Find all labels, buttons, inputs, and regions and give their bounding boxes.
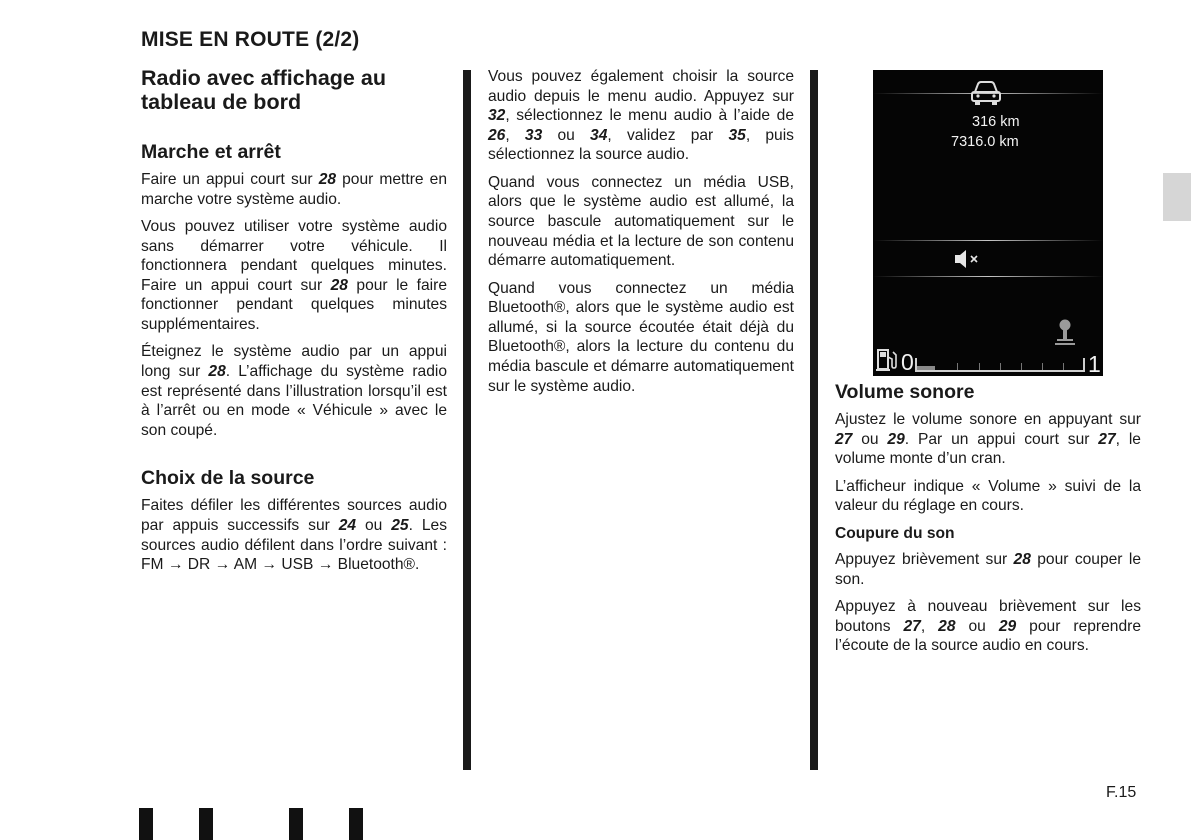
paragraph: Vous pouvez utiliser votre système audio sans démarrer votre véhicule. Il fonctionnera pendant quelques minutes. Faire un appui court sur 28 pour le faire fonctionner pendant quelques minutes supplémentaires. [141, 217, 447, 333]
car-icon [968, 79, 1004, 107]
column-middle [488, 67, 794, 404]
crop-mark [199, 808, 213, 840]
crop-mark [349, 808, 363, 840]
column-divider [810, 70, 818, 770]
control-ref: 27 [1098, 430, 1116, 448]
control-ref: 28 [1013, 551, 1031, 569]
fuel-scale-min: 0 [901, 349, 914, 375]
control-ref: 26 [488, 126, 506, 144]
control-ref: 28 [330, 276, 348, 294]
fuel-scale-max: 1 [1088, 351, 1101, 376]
paragraph: Appuyez à nouveau brièvement sur les boutons 27, 28 ou 29 pour reprendre l’écoute de la source audio en cours. [835, 598, 1141, 655]
control-ref: 25 [391, 516, 409, 534]
subsection-title-volume: Volume sonore [835, 381, 975, 403]
control-ref: 29 [887, 430, 905, 448]
control-ref: 28 [208, 362, 226, 380]
column-right [835, 380, 1141, 664]
fuel-gauge-bar [915, 354, 1087, 376]
control-ref: 27 [903, 617, 921, 635]
control-ref: 35 [728, 126, 746, 144]
paragraph: Faites défiler les différentes sources audio par appuis successifs sur 24 ou 25. Les sources audio défilent dans l’ordre suivant : FM → DR → AM → USB → Bluetooth®. [141, 497, 447, 574]
paragraph: Ajustez le volume sonore en appuyant sur 27 ou 29. Par un appui court sur 27, le volume monte d’un cran. [835, 411, 1141, 468]
trip-distance: 316 km [972, 114, 1020, 130]
page-number: F.15 [1106, 784, 1137, 801]
crop-mark [139, 808, 153, 840]
paragraph: Quand vous connectez un média USB, alors que le système audio est allumé, la source bascule automatiquement sur le nouveau média et la lecture de son contenu démarre automatiquement. [488, 173, 794, 270]
paragraph: Éteignez le système audio par un appui long sur 28. L’affichage du système radio est représenté dans l’illustration lorsqu’il est à l’arrêt ou en mode « Véhicule » avec le son coupé. [141, 343, 448, 439]
gear-shift-icon [1054, 318, 1076, 346]
dashboard-display [873, 70, 1103, 376]
control-ref: 32 [488, 107, 506, 125]
subsection-title-source: Choix de la source [141, 467, 315, 490]
column-divider [463, 70, 471, 770]
control-ref: 27 [835, 430, 853, 448]
display-divider [873, 240, 1103, 241]
control-ref: 24 [338, 516, 357, 534]
page-title: MISE EN ROUTE (2/2) [141, 28, 360, 51]
paragraph: Vous pouvez également choisir la source audio depuis le menu audio. Appuyez sur 32, sélectionnez le menu audio à l’aide de 26, 33 ou 34, validez par 35, puis sélectionnez la source audio. [488, 68, 794, 164]
paragraph: Appuyez brièvement sur 28 pour couper le son. [835, 551, 1141, 588]
control-ref: 28 [318, 171, 337, 188]
column-left [141, 66, 447, 582]
control-ref: 29 [998, 617, 1017, 635]
control-ref: 33 [524, 126, 543, 144]
crop-mark [289, 808, 303, 840]
control-ref: 34 [590, 126, 608, 144]
odometer: 7316.0 km [951, 134, 1019, 150]
paragraph: L’afficheur indique « Volume » suivi de la valeur du réglage en cours. [835, 477, 1141, 515]
mute-icon [953, 248, 983, 270]
chapter-tab [1163, 173, 1191, 221]
display-divider [873, 276, 1103, 277]
paragraph: Quand vous connectez un média Bluetooth®, alors que le système audio est allumé, si la source écoutée était déjà du Bluetooth®, alors la lecture du contenu du média bascule et démarre automatiquement sur le système audio. [488, 279, 794, 395]
control-ref: 28 [938, 617, 956, 635]
fuel-pump-icon [875, 348, 899, 372]
minor-title-mute: Coupure du son [835, 524, 955, 542]
section-title: Radio avec affichage au tableau de bord [141, 66, 386, 114]
subsection-title-on-off: Marche et arrêt [141, 141, 281, 163]
paragraph: Faire un appui court sur 28 pour mettre en marche votre système audio. [141, 171, 447, 208]
